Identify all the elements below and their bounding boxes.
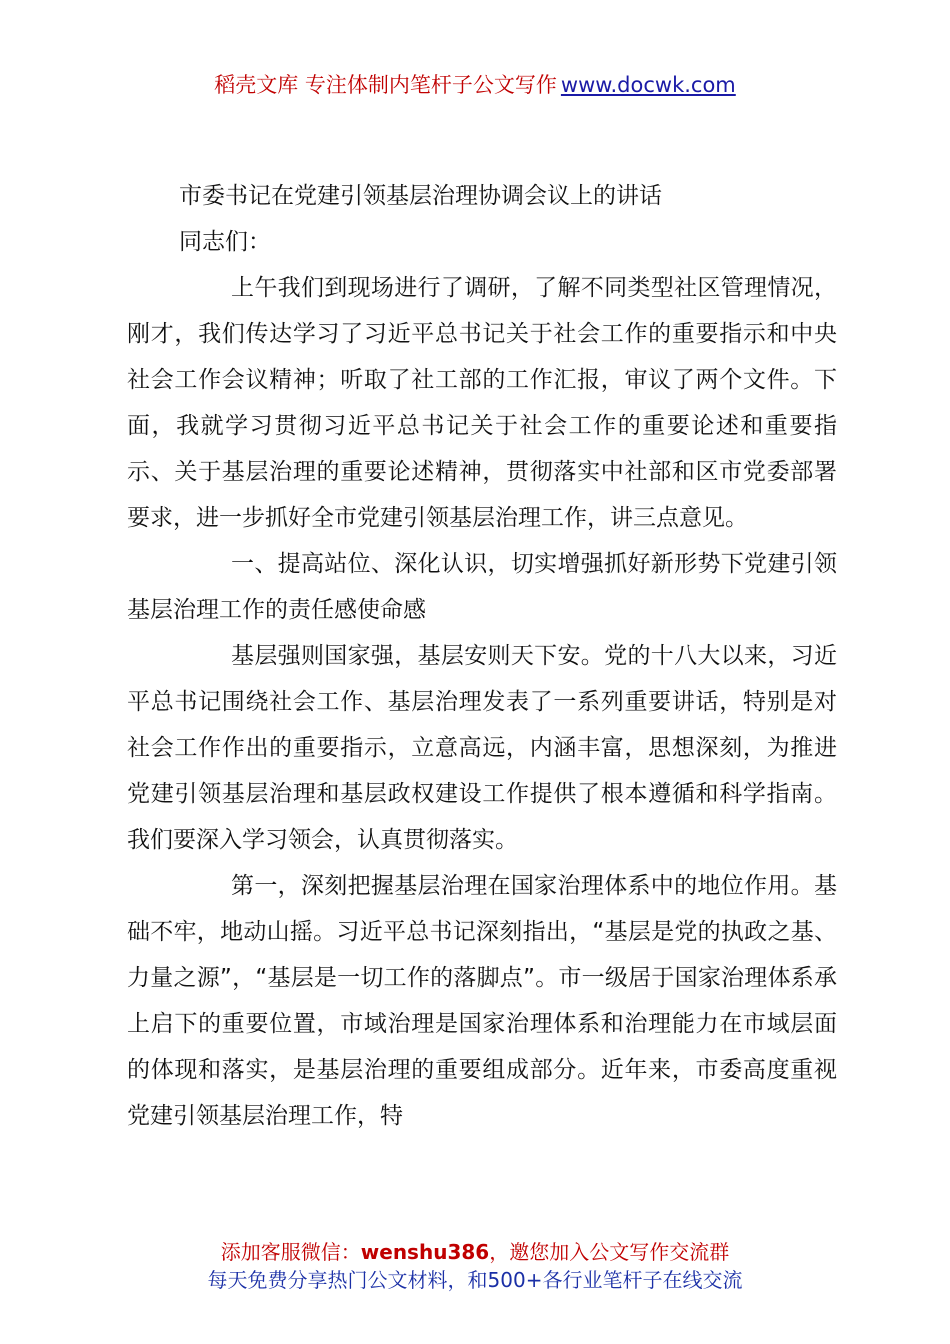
footer-share-line: 每天免费分享热门公文材料，和500+各行业笔杆子在线交流 — [207, 1268, 743, 1292]
footer-wechat-suffix: ，邀您加入公文写作交流群 — [489, 1240, 730, 1264]
document-title: 市委书记在党建引领基层治理协调会议上的讲话 — [179, 183, 662, 209]
site-header — [0, 70, 950, 100]
footer-wechat-prefix: 添加客服微信： — [220, 1240, 361, 1264]
section-heading-1: 一、提高站位、深化认识，切实增强抓好新形势下党建引领基层治理工作的责任感使命感 — [127, 551, 837, 623]
document-body — [127, 173, 837, 1139]
site-link[interactable]: www.docwk.com — [560, 73, 736, 97]
site-slogan: 稻壳文库 专注体制内笔杆子公文写作 — [214, 73, 557, 97]
paragraph-3: 第一，深刻把握基层治理在国家治理体系中的地位作用。基础不牢，地动山摇。习近平总书记深刻指出，“基层是党的执政之基、力量之源”，“基层是一切工作的落脚点”。市一级居于国家治理体系承上启下的重要位置，市域治理是国家治理体系和治理能力在市域层面的体现和落实，是基层治理的重要组成部分。近年来，市委高度重视党建引领基层治理工作，特 — [127, 873, 837, 1129]
site-footer — [0, 1238, 950, 1294]
paragraph-1: 上午我们到现场进行了调研，了解不同类型社区管理情况，刚才，我们传达学习了习近平总书记关于社会工作的重要指示和中央社会工作会议精神；听取了社工部的工作汇报，审议了两个文件。下面，我就学习贯彻习近平总书记关于社会工作的重要论述和重要指示、关于基层治理的重要论述精神，贯彻落实中社部和区市党委部署要求，进一步抓好全市党建引领基层治理工作，讲三点意见。 — [127, 275, 837, 531]
paragraph-2: 基层强则国家强，基层安则天下安。党的十八大以来，习近平总书记围绕社会工作、基层治理发表了一系列重要讲话，特别是对社会工作作出的重要指示，立意高远，内涵丰富，思想深刻，为推进党建引领基层治理和基层政权建设工作提供了根本遵循和科学指南。我们要深入学习领会，认真贯彻落实。 — [127, 643, 837, 853]
document-greeting: 同志们： — [179, 229, 271, 255]
footer-wechat-id: wenshu386 — [360, 1240, 490, 1264]
footer-wechat-line — [0, 1238, 950, 1266]
